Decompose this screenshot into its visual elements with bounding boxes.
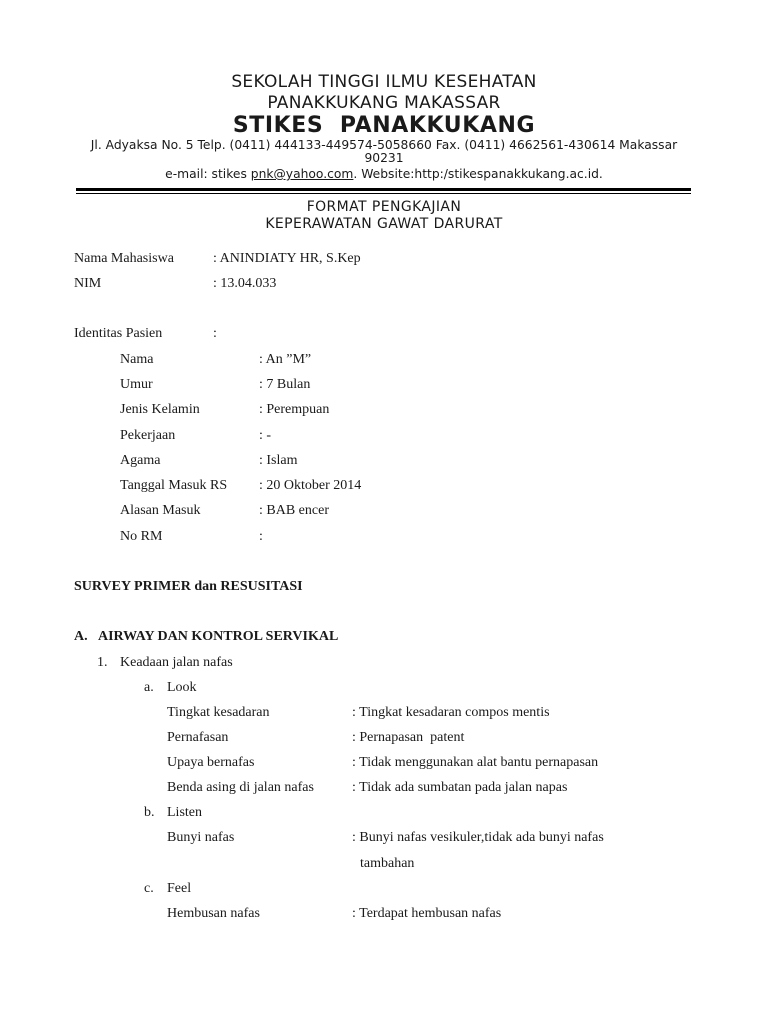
patient-field-value: : 7 Bulan (259, 377, 311, 392)
student-name-label: Nama Mahasiswa (74, 251, 174, 266)
listen-marker: b. (144, 805, 155, 820)
patient-field-value: : - (259, 428, 272, 443)
institution-name: SEKOLAH TINGGI ILMU KESEHATAN (231, 72, 537, 92)
patient-field-value: : An ”M” (259, 352, 312, 367)
listen-label: Listen (167, 805, 202, 820)
look-row-value: : Tidak menggunakan alat bantu pernapasan (352, 755, 599, 770)
look-row-label: Benda asing di jalan nafas (167, 780, 314, 795)
institution-short-name: STIKES PANAKKUKANG (232, 113, 536, 138)
institution-address: Jl. Adyaksa No. 5 Telp. (0411) 444133-449574-5058660 Fax. (0411) 4662561-430614 Makassar 90231 (90, 138, 678, 165)
listen-row-value-cont: tambahan (360, 856, 415, 871)
look-row-label: Pernafasan (167, 730, 229, 745)
feel-row-value: : Terdapat hembusan nafas (352, 906, 502, 921)
header-divider-thin (76, 193, 691, 194)
student-nim-label: NIM (74, 276, 102, 291)
student-name-value: : ANINDIATY HR, S.Kep (213, 251, 361, 266)
patient-field-value: : Islam (259, 453, 298, 468)
look-marker: a. (144, 680, 154, 695)
listen-row-label: Bunyi nafas (167, 830, 235, 845)
patient-field-label: Agama (120, 453, 161, 468)
look-label: Look (167, 680, 197, 695)
email-prefix: e-mail: stikes (165, 167, 251, 181)
website-text: . Website:http:/stikespanakkukang.ac.id. (353, 167, 603, 181)
patient-field-value: : 20 Oktober 2014 (259, 478, 362, 493)
student-nim-value: : 13.04.033 (213, 276, 277, 291)
patient-field-label: No RM (120, 529, 163, 544)
form-title-line2: KEPERAWATAN GAWAT DARURAT (265, 216, 503, 232)
form-title-line1: FORMAT PENGKAJIAN (306, 199, 462, 215)
feel-label: Feel (167, 881, 192, 896)
patient-field-label: Tanggal Masuk RS (120, 478, 228, 493)
patient-identity-colon: : (213, 326, 217, 341)
patient-field-value: : (259, 529, 263, 544)
look-row-label: Tingkat kesadaran (167, 705, 270, 720)
patient-field-label: Umur (120, 377, 153, 392)
section-a-heading: AIRWAY DAN KONTROL SERVIKAL (98, 629, 339, 644)
look-row-value: : Tingkat kesadaran compos mentis (352, 705, 550, 720)
look-row-label: Upaya bernafas (167, 755, 255, 770)
look-row-value: : Tidak ada sumbatan pada jalan napas (352, 780, 568, 795)
patient-field-label: Nama (120, 352, 154, 367)
email-link[interactable]: pnk@yahoo.com (250, 167, 354, 181)
header-divider-thick (76, 188, 691, 191)
item-1-marker: 1. (97, 655, 108, 670)
item-1-label: Keadaan jalan nafas (120, 655, 233, 670)
feel-marker: c. (144, 881, 154, 896)
patient-field-value: : BAB encer (259, 503, 329, 518)
feel-row-label: Hembusan nafas (167, 906, 260, 921)
listen-row-value: : Bunyi nafas vesikuler,tidak ada bunyi nafas (352, 830, 604, 845)
patient-field-label: Jenis Kelamin (120, 402, 200, 417)
patient-identity-heading: Identitas Pasien (74, 326, 163, 341)
patient-field-value: : Perempuan (259, 402, 330, 417)
institution-city: PANAKKUKANG MAKASSAR (267, 93, 501, 113)
survey-primer-heading: SURVEY PRIMER dan RESUSITASI (74, 579, 303, 594)
patient-field-label: Pekerjaan (120, 428, 176, 443)
patient-field-label: Alasan Masuk (120, 503, 201, 518)
institution-contact (0, 167, 768, 181)
section-a-marker: A. (74, 629, 88, 644)
look-row-value: : Pernapasan patent (352, 730, 465, 745)
